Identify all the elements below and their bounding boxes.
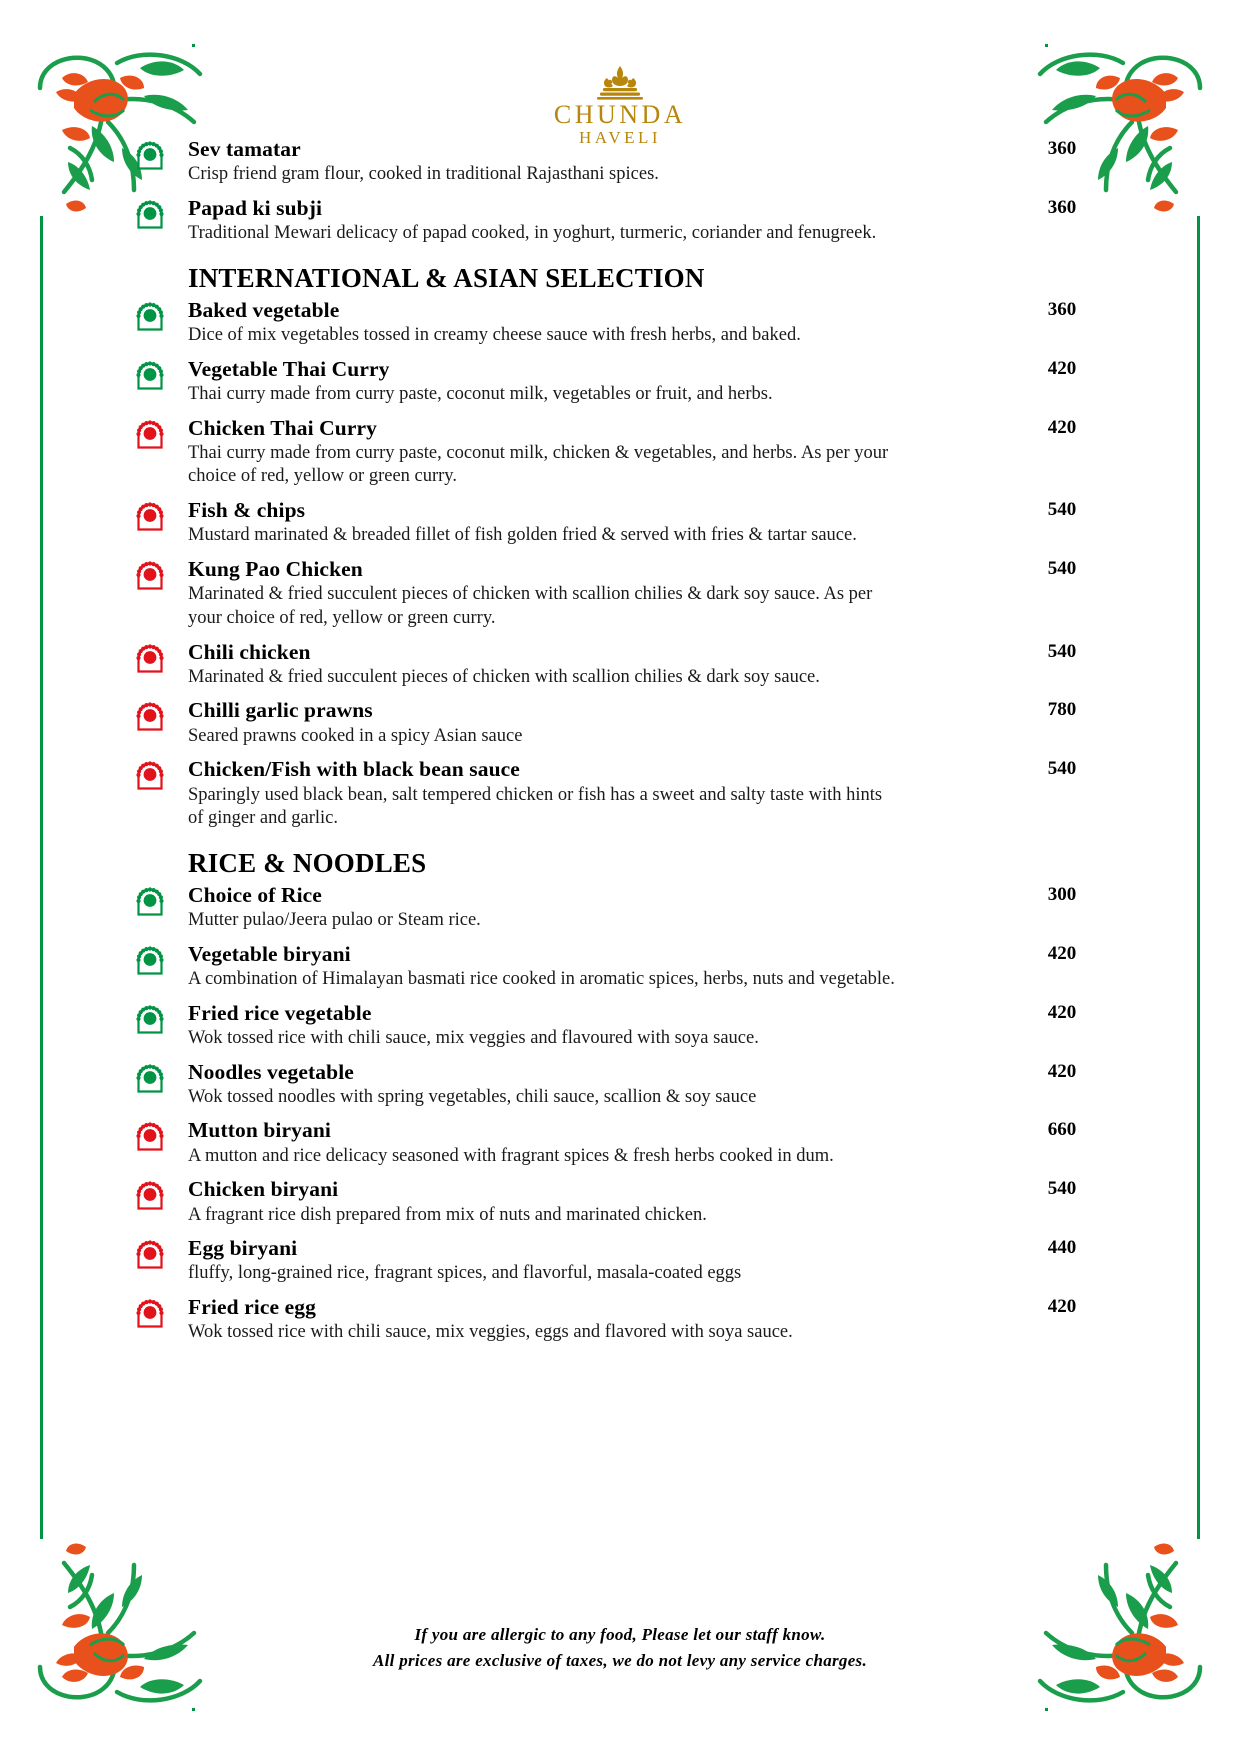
- menu-item-name: Fried rice egg: [188, 1295, 316, 1320]
- menu-item: [125, 1000, 1120, 1051]
- footer-notes: [0, 1622, 1240, 1673]
- frame-gap-top: [195, 36, 1045, 58]
- non-veg-marker-icon: [133, 1118, 167, 1152]
- menu-item-description: Marinated & fried succulent pieces of chicken with scallion chilies & dark soy sauce.: [188, 666, 820, 687]
- menu-item-price: 420: [1047, 1060, 1077, 1082]
- menu-item-name: Egg biryani: [188, 1236, 298, 1261]
- section-title: RICE & NOODLES: [188, 847, 427, 878]
- menu-content: [125, 136, 1120, 1353]
- menu-item-price: 420: [1047, 1296, 1077, 1318]
- menu-item-description: Marinated & fried succulent pieces of chicken with scallion chilies & dark soy sauce. As per your choice of red, yellow or green curry.: [188, 584, 873, 628]
- menu-item-name: Baked vegetable: [188, 297, 340, 322]
- veg-marker-icon: [133, 1060, 167, 1094]
- brand-subtitle: HAVELI: [578, 128, 662, 148]
- menu-item: [125, 1176, 1120, 1227]
- veg-marker-icon: [133, 942, 167, 976]
- menu-item-description: Wok tossed rice with chili sauce, mix veggies and flavoured with soya sauce.: [188, 1027, 759, 1048]
- veg-marker-icon: [133, 883, 167, 917]
- menu-item: [125, 497, 1120, 548]
- section-title: INTERNATIONAL & ASIAN SELECTION: [188, 262, 705, 293]
- menu-item-name: Papad ki subji: [188, 195, 323, 220]
- menu-item-name: Fish & chips: [188, 498, 306, 523]
- menu-item-description: Wok tossed rice with chili sauce, mix veggies, eggs and flavored with soya sauce.: [188, 1322, 793, 1343]
- menu-item: [125, 1117, 1120, 1168]
- chunda-haveli-crest-icon: [589, 64, 651, 100]
- menu-item-description: Seared prawns cooked in a spicy Asian sauce: [188, 725, 523, 746]
- veg-marker-icon: [133, 298, 167, 332]
- menu-item-name: Chilli garlic prawns: [188, 698, 373, 723]
- menu-item-price: 300: [1047, 883, 1077, 905]
- menu-item-name: Chicken biryani: [188, 1177, 339, 1202]
- menu-item: [125, 941, 1120, 992]
- veg-marker-icon: [133, 196, 167, 230]
- menu-item: [125, 1294, 1120, 1345]
- menu-item-name: Vegetable biryani: [188, 941, 351, 966]
- menu-item-price: 540: [1047, 640, 1077, 662]
- menu-item-price: 360: [1047, 298, 1077, 320]
- allergy-notice: If you are allergic to any food, Please let our staff know.: [414, 1625, 826, 1644]
- menu-item-name: Noodles vegetable: [188, 1059, 354, 1084]
- menu-item-price: 540: [1047, 558, 1077, 580]
- menu-item-name: Mutton biryani: [188, 1118, 331, 1143]
- menu-item: [125, 756, 1120, 831]
- menu-item-price: 660: [1047, 1119, 1077, 1141]
- menu-item-name: Kung Pao Chicken: [188, 557, 363, 582]
- menu-item-name: Fried rice vegetable: [188, 1000, 372, 1025]
- menu-item-name: Chicken Thai Curry: [188, 415, 377, 440]
- menu-item-price: 360: [1047, 196, 1077, 218]
- menu-item-description: A mutton and rice delicacy seasoned with fragrant spices & fresh herbs cooked in dum.: [188, 1145, 834, 1166]
- non-veg-marker-icon: [133, 498, 167, 532]
- menu-item-description: Sparingly used black bean, salt tempered chicken or fish has a sweet and salty taste with hints of ginger and garlic.: [188, 784, 883, 829]
- frame-gap-bottom: [195, 1697, 1045, 1719]
- non-veg-marker-icon: [133, 557, 167, 591]
- menu-item: [125, 639, 1120, 690]
- menu-item-price: 780: [1047, 699, 1077, 721]
- veg-marker-icon: [133, 357, 167, 391]
- menu-item-description: Dice of mix vegetables tossed in creamy cheese sauce with fresh herbs, and baked.: [188, 325, 801, 345]
- menu-item-name: Chili chicken: [188, 639, 311, 664]
- menu-item-description: A fragrant rice dish prepared from mix of nuts and marinated chicken.: [188, 1204, 707, 1225]
- menu-item-description: Wok tossed noodles with spring vegetables, chili sauce, scallion & soy sauce: [188, 1086, 757, 1107]
- menu-item-description: fluffy, long-grained rice, fragrant spices, and flavorful, masala-coated eggs: [188, 1263, 742, 1284]
- menu-item-name: Sev tamatar: [188, 137, 301, 161]
- menu-item-price: 420: [1047, 1001, 1077, 1023]
- menu-item-price: 540: [1047, 499, 1077, 521]
- menu-item-name: Vegetable Thai Curry: [188, 356, 390, 381]
- menu-item-price: 540: [1047, 1178, 1077, 1200]
- non-veg-marker-icon: [133, 416, 167, 450]
- menu-item: [125, 415, 1120, 490]
- non-veg-marker-icon: [133, 757, 167, 791]
- menu-item-name: Chicken/Fish with black bean sauce: [188, 757, 520, 782]
- menu-item: [125, 195, 1120, 246]
- menu-item-description: A combination of Himalayan basmati rice cooked in aromatic spices, herbs, nuts and vegetable.: [188, 969, 895, 990]
- menu-item: [125, 297, 1120, 348]
- menu-item-price: 360: [1047, 138, 1077, 159]
- menu-item: [125, 1059, 1120, 1110]
- tax-notice: All prices are exclusive of taxes, we do not levy any service charges.: [372, 1650, 868, 1670]
- non-veg-marker-icon: [133, 640, 167, 674]
- menu-item-price: 540: [1047, 758, 1077, 780]
- menu-item-name: Choice of Rice: [188, 882, 322, 907]
- non-veg-marker-icon: [133, 1177, 167, 1211]
- menu-item-description: Traditional Mewari delicacy of papad cooked, in yoghurt, turmeric, coriander and fenugreek.: [188, 223, 877, 244]
- menu-item-price: 420: [1047, 416, 1077, 438]
- non-veg-marker-icon: [133, 1295, 167, 1329]
- menu-item-description: Thai curry made from curry paste, coconut milk, vegetables or fruit, and herbs.: [188, 383, 773, 404]
- menu-item-description: Thai curry made from curry paste, coconut milk, chicken & vegetables, and herbs. As per your choice of red, yellow or green curry.: [188, 442, 889, 487]
- veg-marker-icon: [133, 137, 167, 171]
- menu-item-description: Mutter pulao/Jeera pulao or Steam rice.: [188, 910, 481, 931]
- menu-item: [125, 882, 1120, 933]
- menu-item: [125, 136, 1120, 187]
- non-veg-marker-icon: [133, 1236, 167, 1270]
- menu-item: [125, 1235, 1120, 1286]
- brand-name: CHUNDA: [553, 100, 687, 129]
- menu-item-price: 420: [1047, 357, 1077, 379]
- menu-item: [125, 697, 1120, 748]
- menu-item-price: 420: [1047, 942, 1077, 964]
- menu-item-description: Mustard marinated & breaded fillet of fish golden fried & served with fries & tartar sauce.: [188, 525, 857, 546]
- menu-item: [125, 356, 1120, 407]
- veg-marker-icon: [133, 1001, 167, 1035]
- menu-item: [125, 556, 1120, 631]
- non-veg-marker-icon: [133, 698, 167, 732]
- menu-item-description: Crisp friend gram flour, cooked in traditional Rajasthani spices.: [188, 164, 659, 185]
- menu-item-price: 440: [1047, 1237, 1077, 1259]
